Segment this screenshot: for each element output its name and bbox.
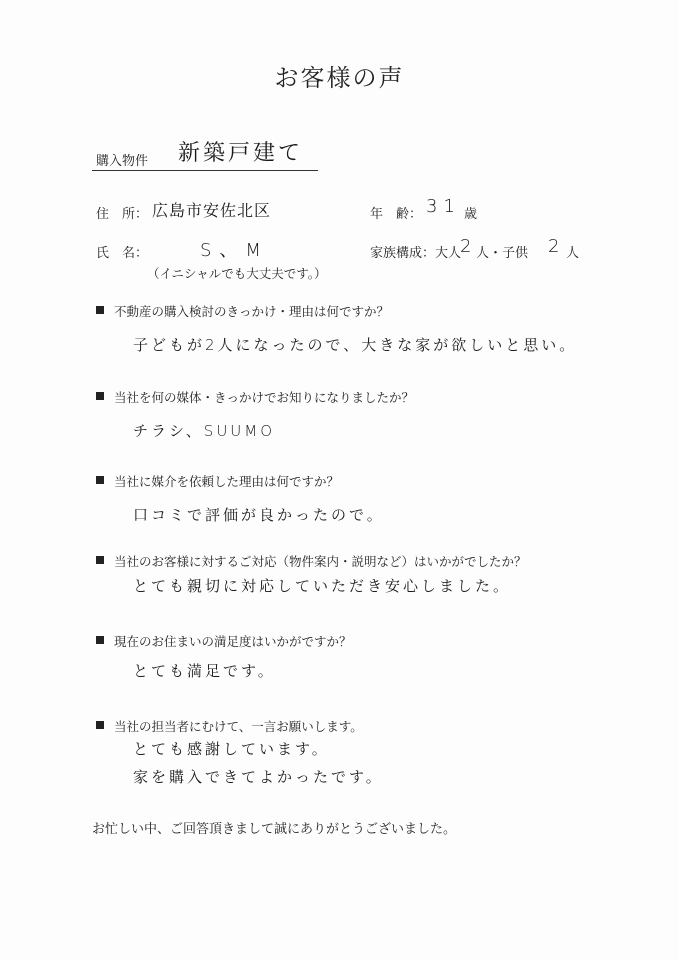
- question-5: 現在のお住まいの満足度はいかがですか？: [114, 634, 352, 649]
- family-adults: 2: [460, 236, 475, 257]
- property-value: 新築戸建て: [178, 141, 304, 166]
- answer-2: チラシ、SUUMO: [133, 422, 276, 440]
- question-2: 当社を何の媒体・きっかけでお知りになりましたか？: [114, 390, 415, 405]
- age-unit: 歳: [464, 207, 478, 222]
- address-value: 広島市安佐北区: [152, 201, 272, 220]
- family-label: 家族構成：大人: [370, 246, 462, 261]
- question-bullet: [96, 556, 104, 564]
- family-children: 2: [548, 236, 563, 257]
- family-unit-1: 人・子供: [476, 246, 529, 261]
- address-label: 住 所：: [96, 207, 149, 222]
- question-bullet: [96, 306, 104, 314]
- name-value: S、M: [200, 240, 269, 261]
- answer-3: 口コミで評価が良かったので。: [133, 506, 385, 524]
- question-3: 当社に媒介を依頼した理由は何ですか？: [114, 474, 340, 489]
- answer-4: とても親切に対応していただき安心しました。: [133, 577, 512, 595]
- property-underline: [92, 170, 318, 171]
- question-4: 当社のお客様に対するご対応（物件案内・説明など）はいかがでしたか？: [114, 554, 527, 569]
- age-value: 31: [426, 196, 461, 217]
- page-title: お客様の声: [274, 64, 405, 92]
- answer-1: 子どもが2人になったので、大きな家が欲しいと思い。: [133, 336, 578, 354]
- name-note: （イニシャルでも大丈夫です。）: [147, 266, 327, 281]
- question-bullet: [96, 392, 104, 400]
- age-label: 年 齢：: [370, 207, 423, 222]
- question-bullet: [96, 476, 104, 484]
- closing-message: お忙しい中、ご回答頂きまして誠にありがとうございました。: [92, 822, 457, 837]
- question-bullet: [96, 636, 104, 644]
- answer-6-line-1: とても感謝しています。: [133, 740, 330, 758]
- question-1: 不動産の購入検討のきっかけ・理由は何ですか？: [114, 304, 390, 319]
- name-label: 氏 名：: [96, 246, 149, 261]
- family-unit-2: 人: [566, 246, 580, 261]
- answer-6-line-2: 家を購入できてよかったです。: [133, 768, 384, 786]
- property-label: 購入物件: [96, 154, 149, 169]
- question-bullet: [96, 721, 104, 729]
- question-6: 当社の担当者にむけて、一言お願いします。: [114, 719, 363, 734]
- answer-5: とても満足です。: [133, 662, 276, 680]
